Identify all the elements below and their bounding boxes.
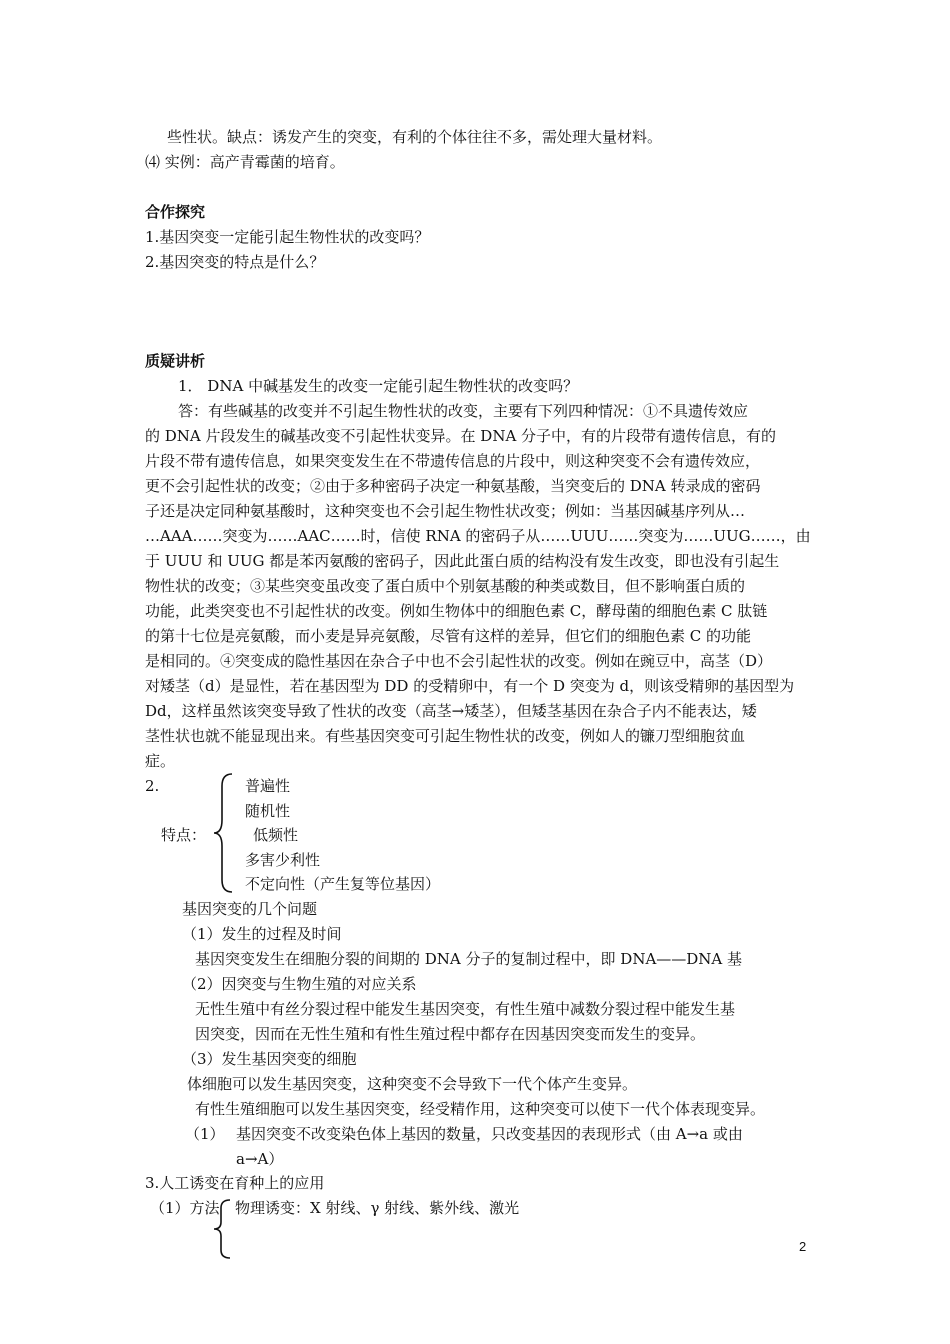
physical-mutagenesis: 物理诱变：X 射线、γ 射线、紫外线、激光 — [235, 1199, 520, 1217]
answer-line: 物性状的改变；③某些突变虽改变了蛋白质中个别氨基酸的种类或数目，但不影响蛋白质的 — [145, 577, 746, 595]
trait-item: 随机性 — [245, 802, 291, 820]
trait-item: 普遍性 — [245, 777, 291, 795]
coop-question-2: 2.基因突变的特点是什么？ — [145, 253, 325, 271]
curly-brace-icon — [212, 772, 236, 894]
answer-line: 茎性状也就不能显现出来。有些基因突变可引起生物性状的改变，例如人的镰刀型细胞贫血 — [145, 727, 746, 745]
issue-2-text: 无性生殖中有丝分裂过程中能发生基因突变，有性生殖中减数分裂过程中能发生基 — [195, 1000, 736, 1018]
issues-title: 基因突变的几个问题 — [182, 900, 318, 918]
issue-1-text: 基因突变发生在细胞分裂的间期的 DNA 分子的复制过程中，即 DNA——DNA 基 — [195, 950, 743, 968]
page-number: 2 — [799, 1239, 807, 1254]
answer-line: 更不会引起性状的改变；②由于多种密码子决定一种氨基酸，当突变后的 DNA 转录成的密码 — [145, 477, 761, 495]
trait-item: 低频性 — [253, 826, 299, 844]
answer-line: 是相同的。④突变成的隐性基因在杂合子中也不会引起性状的改变。例如在豌豆中，高茎（D） — [145, 652, 773, 670]
answer-line: 的第十七位是亮氨酸，而小麦是异亮氨酸，尽管有这样的差异，但它们的细胞色素 C 的功能 — [145, 627, 752, 645]
traits-label: 特点： — [161, 826, 207, 844]
issue-3-title: （3）发生基因突变的细胞 — [182, 1050, 357, 1068]
coop-question-1: 1.基因突变一定能引起生物性状的改变吗？ — [145, 228, 430, 246]
intro-example-line: ⑷ 实例：高产青霉菌的培育。 — [145, 153, 345, 171]
analysis-heading: 质疑讲析 — [145, 352, 206, 370]
analysis-question-1: 1． DNA 中碱基发生的改变一定能引起生物性状的改变吗？ — [178, 377, 579, 395]
traits-number: 2. — [145, 777, 160, 795]
trait-item: 多害少利性 — [245, 851, 321, 869]
answer-line: 功能，此类突变也不引起性状的改变。例如生物体中的细胞色素 C，酵母菌的细胞色素 C 肽链 — [145, 602, 768, 620]
intro-line-1: 些性状。缺点：诱发产生的突变，有利的个体往往不多，需处理大量材料。 — [167, 128, 663, 146]
coop-heading: 合作探究 — [145, 203, 206, 221]
issue-4-number: （1） — [185, 1125, 225, 1143]
answer-line: Dd，这样虽然该突变导致了性状的改变（高茎→矮茎），但矮茎基因在杂合子内不能表达，矮 — [145, 702, 757, 720]
issue-2-text: 因突变，因而在无性生殖和有性生殖过程中都存在因基因突变而发生的变异。 — [195, 1025, 706, 1043]
answer-line: 子还是决定同种氨基酸时，这种突变也不会引起生物性状改变；例如：当基因碱基序列从… — [145, 502, 746, 520]
answer-line: 症。 — [145, 752, 176, 770]
issue-2-title: （2）因突变与生物生殖的对应关系 — [182, 975, 417, 993]
answer-line: 于 UUU 和 UUG 都是苯丙氨酸的密码子，因此此蛋白质的结构没有发生改变，即也没有引起生 — [145, 552, 780, 570]
answer-line: 对矮茎（d）是显性，若在基因型为 DD 的受精卵中，有一个 D 突变为 d，则该受精卵的基因型为 — [145, 677, 795, 695]
curly-brace-icon — [212, 1198, 234, 1260]
issue-4-text: a→A） — [236, 1150, 284, 1168]
answer-line: 片段不带有遗传信息，如果突变发生在不带遗传信息的片段中，则这种突变不会有遗传效应， — [145, 452, 761, 470]
trait-item: 不定向性（产生复等位基因） — [245, 875, 441, 893]
breeding-method-label: （1）方法 — [150, 1199, 220, 1217]
breeding-title: 3.人工诱变在育种上的应用 — [145, 1174, 325, 1192]
issue-1-title: （1）发生的过程及时间 — [182, 925, 342, 943]
answer-line: …AAA……突变为……AAC……时，信使 RNA 的密码子从……UUU……突变为……UUG……，由 — [145, 527, 811, 545]
answer-line: 答：有些碱基的改变并不引起生物性状的改变，主要有下列四种情况：①不具遗传效应 — [178, 402, 749, 420]
issue-4-text: 基因突变不改变染色体上基因的数量，只改变基因的表现形式（由 A→a 或由 — [236, 1125, 743, 1143]
issue-3-text: 有性生殖细胞可以发生基因突变，经受精作用，这种突变可以使下一代个体表现变异。 — [195, 1100, 766, 1118]
answer-line: 的 DNA 片段发生的碱基改变不引起性状变异。在 DNA 分子中，有的片段带有遗传信息，有的 — [145, 427, 777, 445]
issue-3-text: 体细胞可以发生基因突变，这种突变不会导致下一代个体产生变异。 — [187, 1075, 638, 1093]
